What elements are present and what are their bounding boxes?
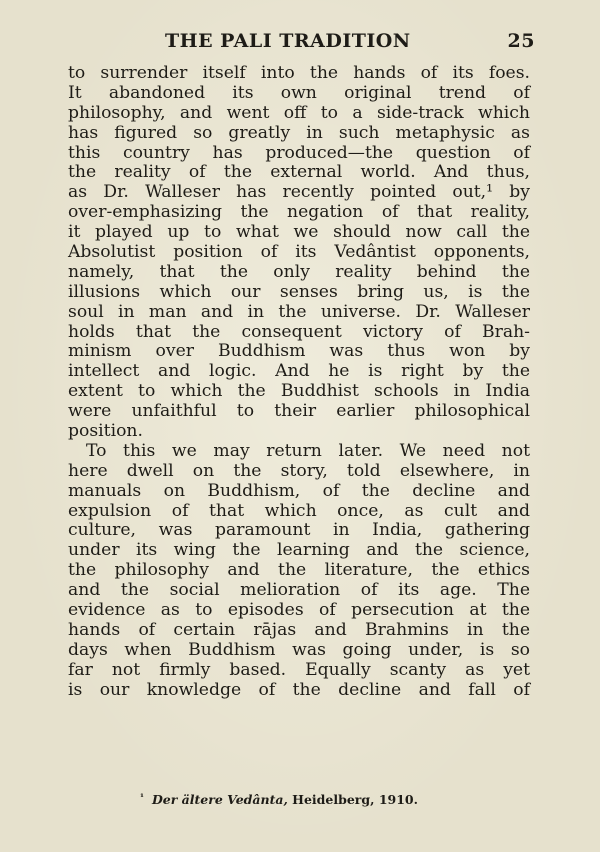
text-line: illusions which our senses bring us, is the: [68, 281, 530, 302]
text-line: were unfaithful to their earlier philosophical: [68, 401, 530, 422]
text-line: this country has produced—the question of: [68, 142, 530, 163]
text-line: has figured so greatly in such metaphysic as: [68, 122, 530, 143]
text-line: under its wing the learning and the science,: [68, 540, 530, 561]
text-line: holds that the consequent victory of Brah-: [68, 321, 530, 342]
text-line: days when Buddhism was going under, is so: [68, 639, 530, 660]
text-line: expulsion of that which once, as cult and: [68, 500, 530, 521]
page-number: 25: [507, 30, 535, 52]
text-line: position.: [68, 421, 143, 442]
text-line: far not firmly based. Equally scanty as yet: [68, 659, 530, 680]
text-line: is our knowledge of the decline and fall of: [68, 679, 530, 700]
text-line: to surrender itself into the hands of its foes.: [68, 63, 530, 83]
text-line: extent to which the Buddhist schools in India: [68, 381, 530, 402]
text-line: evidence as to episodes of persecution at the: [68, 600, 530, 621]
text-line: To this we may return later. We need not: [86, 440, 530, 461]
text-line: it played up to what we should now call the: [68, 222, 530, 243]
running-head: [70, 30, 535, 56]
text-line: over-emphasizing the negation of that reality,: [68, 202, 530, 223]
body-text: [68, 64, 530, 701]
footnote: [140, 792, 418, 807]
text-line: manuals on Buddhism, of the decline and: [68, 480, 530, 501]
text-line: philosophy, and went off to a side-track which: [68, 102, 530, 123]
text-line: intellect and logic. And he is right by the: [68, 361, 530, 382]
running-title: THE PALI TRADITION: [165, 30, 411, 52]
text-line: namely, that the only reality behind the: [68, 261, 530, 282]
text-line: the philosophy and the literature, the ethics: [68, 560, 530, 581]
text-line: hands of certain rājas and Brahmins in the: [68, 619, 530, 640]
text-line: and the social melioration of its age. The: [68, 580, 530, 601]
footnote-rest: Heidelberg, 1910.: [287, 792, 418, 807]
text-line: Absolutist position of its Vedântist opponents,: [68, 242, 530, 263]
text-line: soul in man and in the universe. Dr. Walleser: [68, 301, 530, 322]
text-line: minism over Buddhism was thus won by: [68, 341, 530, 362]
footnote-marker: ¹: [140, 793, 144, 803]
text-line: culture, was paramount in India, gathering: [68, 520, 530, 541]
text-line: It abandoned its own original trend of: [68, 82, 530, 103]
text-line: the reality of the external world. And thus,: [68, 162, 530, 183]
text-line: as Dr. Walleser has recently pointed out,¹ by: [68, 182, 530, 203]
text-line: here dwell on the story, told elsewhere, in: [68, 460, 530, 481]
footnote-title: Der ältere Vedânta,: [151, 792, 288, 807]
